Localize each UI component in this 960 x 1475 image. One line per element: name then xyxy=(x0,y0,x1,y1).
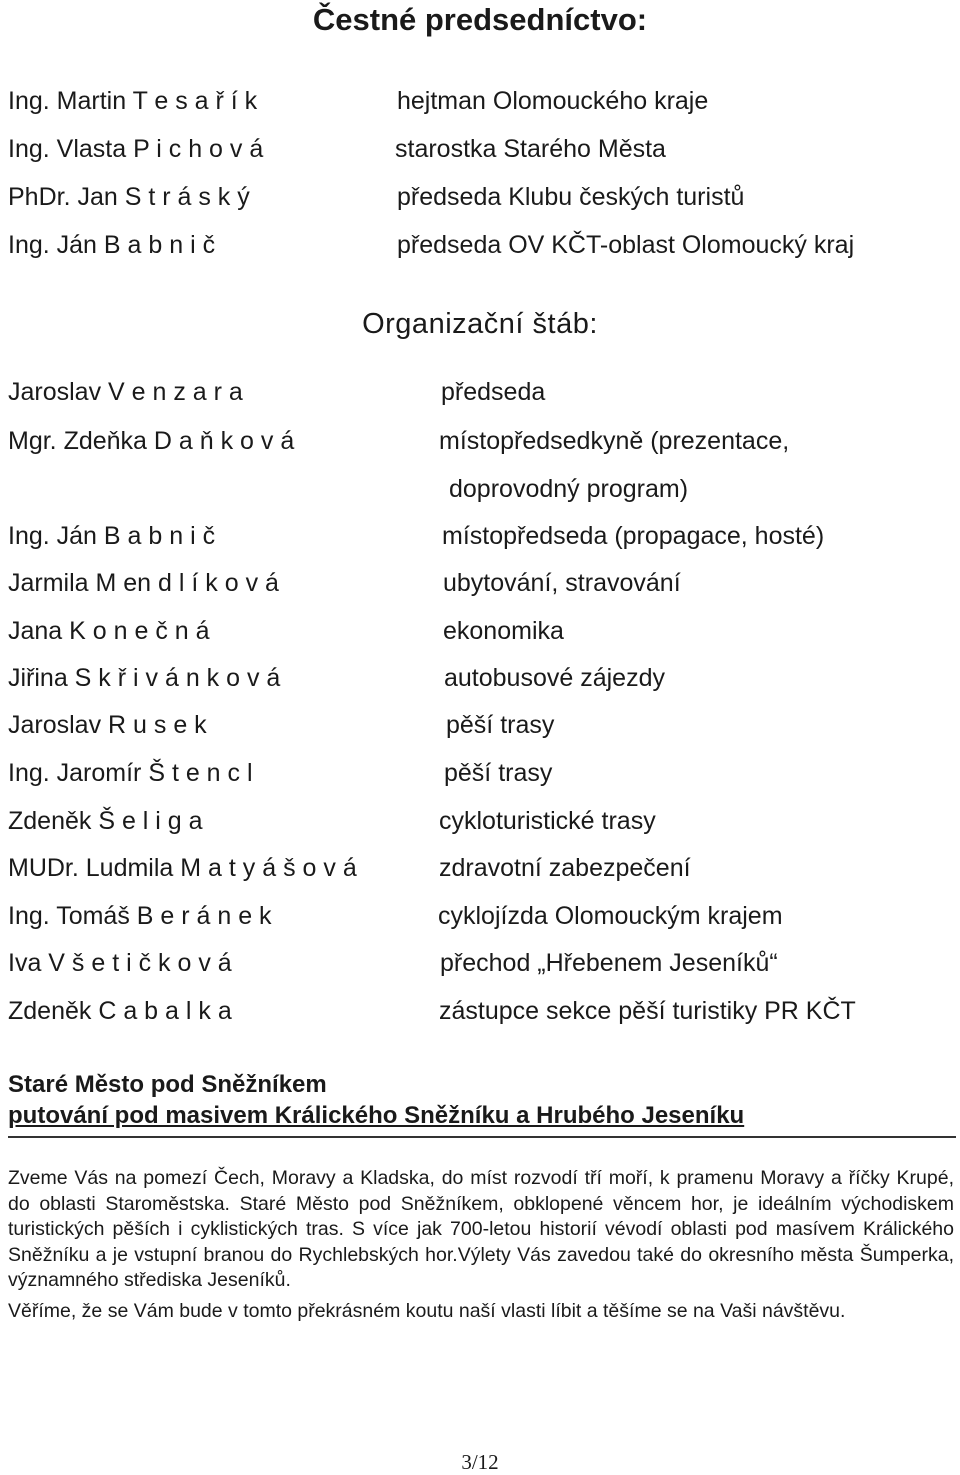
member-role: předseda OV KČT-oblast Olomoucký kraj xyxy=(397,231,855,259)
member-role: ekonomika xyxy=(443,617,564,645)
member-role: zdravotní zabezpečení xyxy=(439,854,691,882)
article-subheading: putování pod masivem Králického Sněžníku a Hrubého Jeseníku xyxy=(8,1102,745,1129)
member-name: Zdeněk Š e l i g a xyxy=(8,807,203,835)
member-name: MUDr. Ludmila M a t y á š o v á xyxy=(8,854,357,882)
member-name: Jaroslav R u s e k xyxy=(8,711,207,739)
member-name: Jana K o n e č n á xyxy=(8,617,210,645)
member-role: autobusové zájezdy xyxy=(444,664,665,692)
member-name: Iva V š e t i č k o v á xyxy=(8,949,232,977)
member-name: Ing. Ján B a b n i č xyxy=(8,231,216,259)
member-role: hejtman Olomouckého kraje xyxy=(397,87,709,115)
member-role: doprovodný program) xyxy=(449,475,689,503)
member-role: předseda xyxy=(441,378,546,406)
member-role: ubytování, stravování xyxy=(443,569,681,597)
article-paragraph: Zveme Vás na pomezí Čech, Moravy a Kladska, do míst rozvodí tří moří, k pramenu Moravy a říčky Krupé, do oblasti Staroměstska. Staré Město pod Sněžníkem, obklopené věncem hor, je ideálním východiskem turistických pěších i cyklistických tras. S více jak 700-letou historií vévodí oblasti pod masívem Králického Sněžníku a je vstupní branou do Rychlebských hor.Výlety Vás zavedou také do okresního města Šumperka, významného střediska Jeseníků. xyxy=(8,1167,954,1291)
member-name: Jiřina S k ř i v á n k o v á xyxy=(8,664,281,692)
member-role: místopředsedkyně (prezentace, xyxy=(439,427,790,455)
article-paragraph: Věříme, že se Vám bude v tomto překrásném koutu naší vlasti líbit a těšíme se na Vaši návštěvu. xyxy=(8,1300,846,1322)
member-name: Zdeněk C a b a l k a xyxy=(8,997,232,1025)
member-role: cyklojízda Olomouckým krajem xyxy=(438,902,783,930)
member-name: Ing. Ján B a b n i č xyxy=(8,522,216,550)
member-role: cykloturistické trasy xyxy=(439,807,656,835)
member-name: Ing. Jaromír Š t e n c l xyxy=(8,759,253,787)
member-name: Jaroslav V e n z a r a xyxy=(8,378,243,406)
member-name: Ing. Tomáš B e r á n e k xyxy=(8,902,272,930)
article-heading: Staré Město pod Sněžníkem xyxy=(8,1071,327,1098)
member-role: přechod „Hřebenem Jeseníků“ xyxy=(440,949,778,977)
member-role: pěší trasy xyxy=(446,711,555,739)
member-role: pěší trasy xyxy=(444,759,553,787)
member-name: Mgr. Zdeňka D a ň k o v á xyxy=(8,427,295,455)
honorary-committee-title: Čestné predsedníctvo: xyxy=(312,2,648,37)
member-role: zástupce sekce pěší turistiky PR KČT xyxy=(439,997,856,1025)
member-role: místopředseda (propagace, hosté) xyxy=(442,522,825,550)
section-divider xyxy=(8,1136,956,1138)
member-name: PhDr. Jan S t r á s k ý xyxy=(8,183,250,211)
member-name: Jarmila M en d l í k o v á xyxy=(8,569,279,597)
member-role: předseda Klubu českých turistů xyxy=(397,183,745,211)
member-name: Ing. Martin T e s a ř í k xyxy=(8,87,258,115)
member-name: Ing. Vlasta P i c h o v á xyxy=(8,135,264,163)
organizing-staff-title: Organizační štáb: xyxy=(362,308,598,340)
page-number: 3/12 xyxy=(461,1450,499,1474)
member-role: starostka Starého Města xyxy=(395,135,666,163)
